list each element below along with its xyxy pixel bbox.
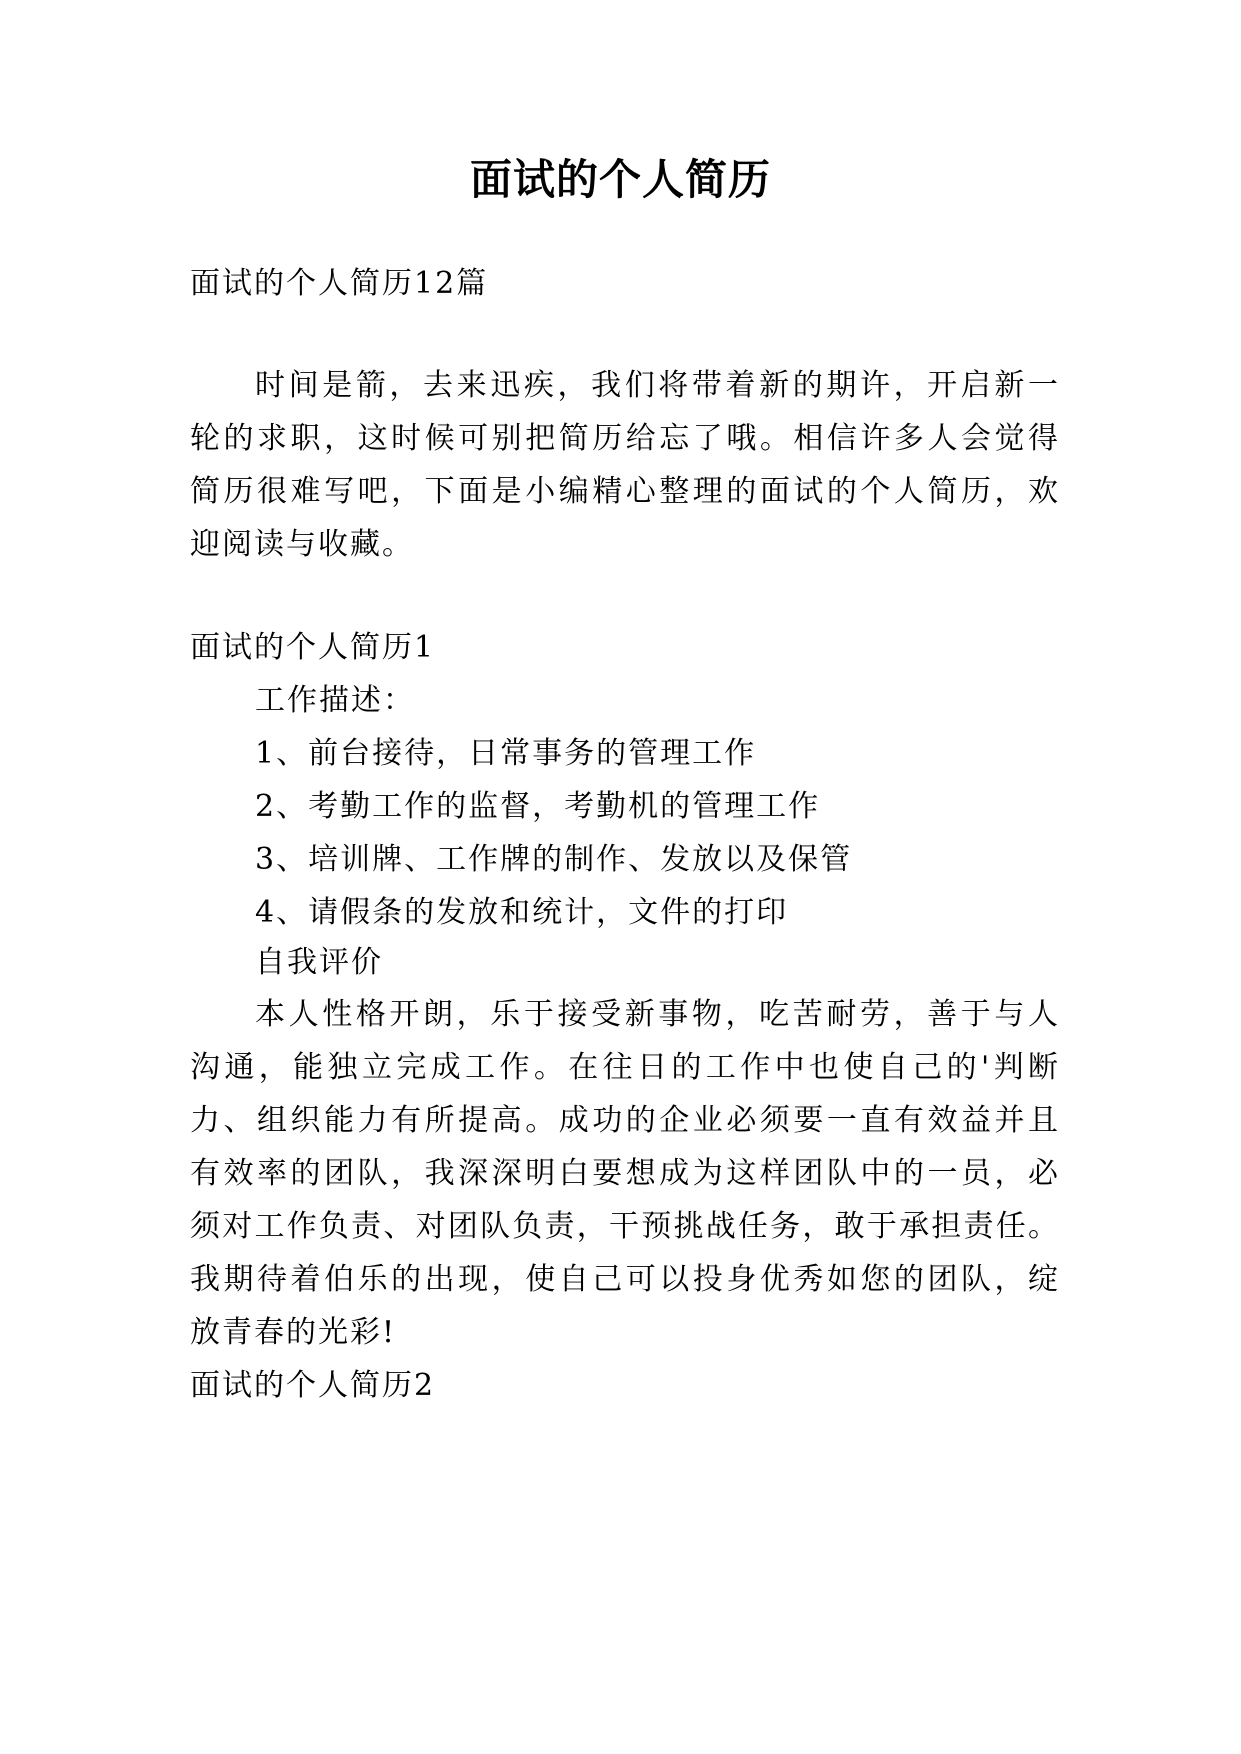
section-heading: 面试的个人简历1 bbox=[190, 630, 436, 665]
self-evaluation-line: 本人性格开朗，乐于接受新事物，吃苦耐劳，善于与人 bbox=[255, 997, 1060, 1032]
intro-line: 轮的求职，这时候可别把简历给忘了哦。相信许多人会觉得 bbox=[190, 421, 1060, 456]
duty-item: 2、考勤工作的监督，考勤机的管理工作 bbox=[255, 789, 821, 824]
self-evaluation-line: 力、组织能力有所提高。成功的企业必须要一直有效益并且 bbox=[190, 1103, 1060, 1138]
duty-item: 3、培训牌、工作牌的制作、发放以及保管 bbox=[255, 842, 853, 877]
document-subtitle: 面试的个人简历12篇 bbox=[190, 266, 489, 301]
self-evaluation-label: 自我评价 bbox=[255, 945, 383, 980]
self-evaluation-line: 我期待着伯乐的出现，使自己可以投身优秀如您的团队，绽 bbox=[190, 1262, 1060, 1297]
duty-item: 4、请假条的发放和统计，文件的打印 bbox=[255, 895, 789, 930]
job-description-label: 工作描述： bbox=[255, 683, 415, 718]
self-evaluation-line: 沟通，能独立完成工作。在往日的工作中也使自己的'判断 bbox=[190, 1050, 1060, 1085]
document-title: 面试的个人简历 bbox=[469, 155, 771, 204]
self-evaluation-line: 放青春的光彩! bbox=[190, 1315, 397, 1350]
section-heading: 面试的个人简历2 bbox=[190, 1368, 436, 1403]
intro-line: 简历很难写吧，下面是小编精心整理的面试的个人简历，欢 bbox=[190, 474, 1060, 509]
duty-item: 1、前台接待，日常事务的管理工作 bbox=[255, 736, 757, 771]
intro-line: 迎阅读与收藏。 bbox=[190, 527, 414, 562]
self-evaluation-line: 须对工作负责、对团队负责，干预挑战任务，敢于承担责任。 bbox=[190, 1209, 1060, 1244]
intro-line: 时间是箭，去来迅疾，我们将带着新的期许，开启新一 bbox=[255, 368, 1060, 403]
self-evaluation-line: 有效率的团队，我深深明白要想成为这样团队中的一员，必 bbox=[190, 1156, 1060, 1191]
